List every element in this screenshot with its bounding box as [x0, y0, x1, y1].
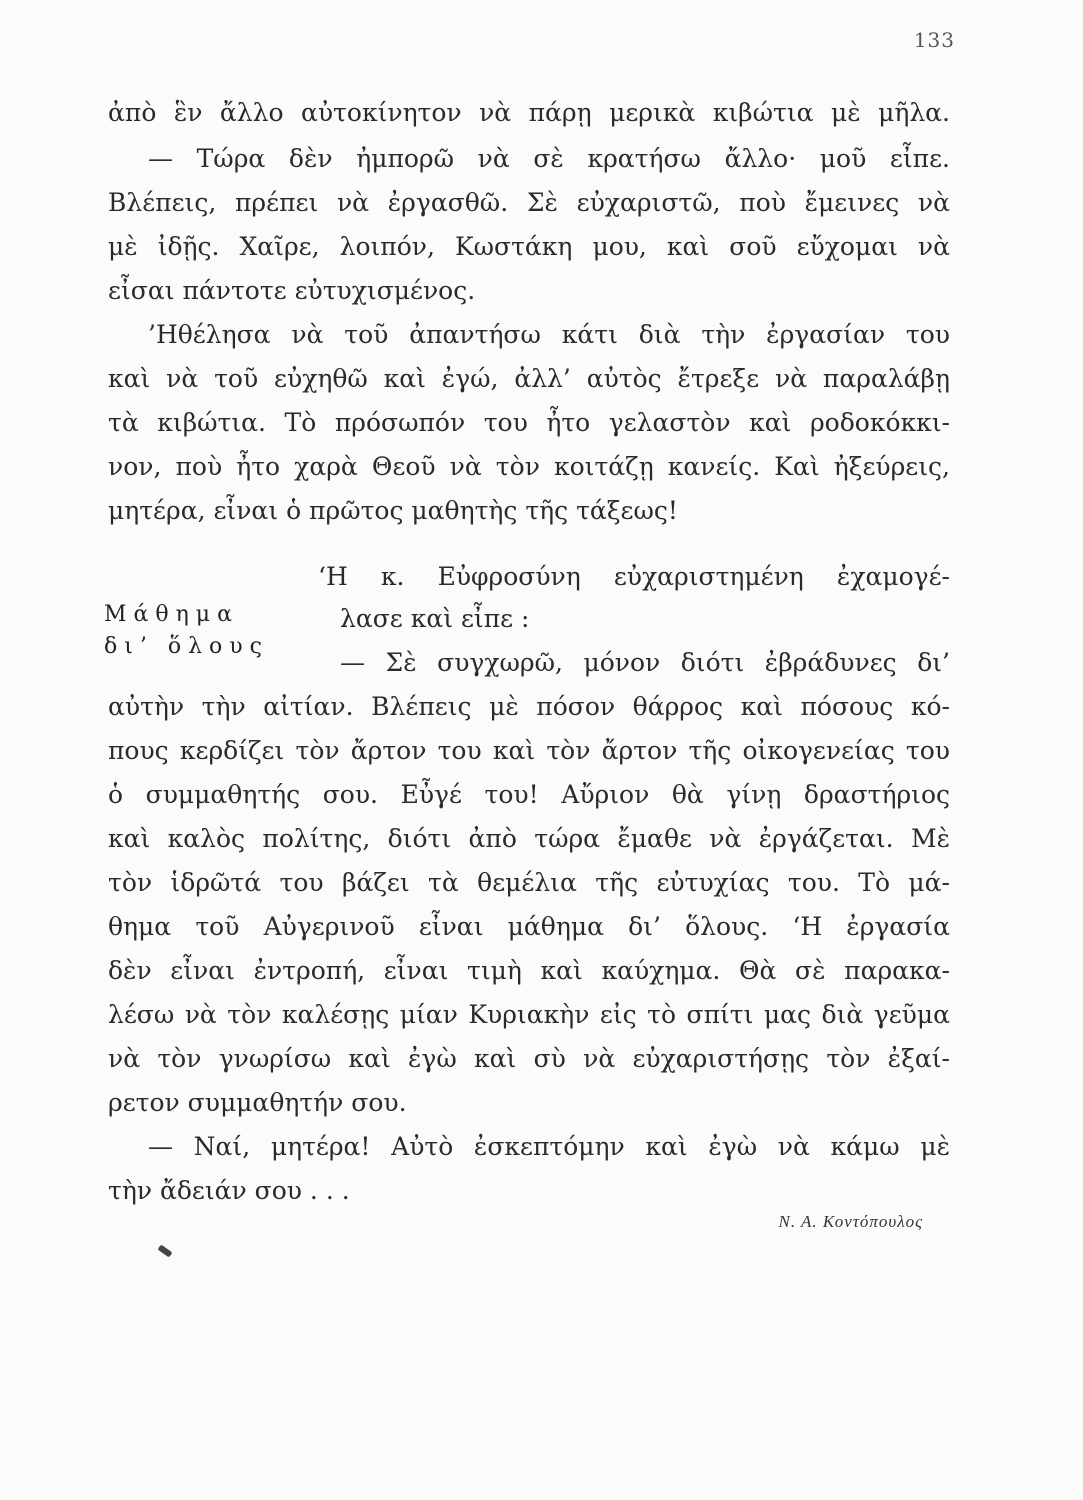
- text-line: ‘Η κ. Εὐφροσύνη εὐχαριστημένη ἐχαμογέ-: [318, 562, 950, 591]
- margin-title-line-1: Μάθημα: [104, 602, 239, 627]
- text-line: ὁ συμμαθητής σου. Εὖγέ του! Αὔριον θὰ γίνῃ δραστήριος: [108, 780, 950, 809]
- text-line: τὸν ἱδρῶτά του βάζει τὰ θεμέλια τῆς εὐτυχίας του. Τὸ μά-: [108, 868, 950, 897]
- text-line: μὲ ἰδῇς. Χαῖρε, λοιπόν, Κωστάκη μου, καὶ σοῦ εὔχομαι νὰ: [108, 232, 950, 261]
- text-line: δὲν εἶναι ἐντροπή, εἶναι τιμὴ καὶ καύχημα. Θὰ σὲ παρακα-: [108, 956, 950, 985]
- text-line: ’Ηθέλησα νὰ τοῦ ἀπαντήσω κάτι διὰ τὴν ἐργασίαν του: [148, 320, 950, 349]
- ink-smudge: [158, 1245, 173, 1258]
- text-line: — Τώρα δὲν ἠμπορῶ νὰ σὲ κρατήσω ἄλλο· μοῦ εἶπε.: [148, 144, 950, 173]
- text-line: θημα τοῦ Αὐγερινοῦ εἶναι μάθημα δι’ ὅλους. ‘Η ἐργασία: [108, 912, 950, 941]
- author-signature: Ν. Α. Κοντόπουλος: [778, 1212, 923, 1231]
- margin-title-line-2: δι’ ὅλους: [104, 634, 269, 659]
- text-line: λέσω νὰ τὸν καλέσῃς μίαν Κυριακὴν εἰς τὸ σπίτι μας διὰ γεῦμα: [108, 1000, 950, 1029]
- text-line: πους κερδίζει τὸν ἄρτον του καὶ τὸν ἄρτον τῆς οἰκογενείας του: [108, 736, 950, 765]
- text-line: νὰ τὸν γνωρίσω καὶ ἐγὼ καὶ σὺ νὰ εὐχαριστήσῃς τὸν ἐξαί-: [108, 1044, 950, 1073]
- text-line: τὰ κιβώτια. Τὸ πρόσωπόν του ἦτο γελαστὸν καὶ ροδοκόκκι-: [108, 408, 950, 437]
- text-line: Βλέπεις, πρέπει νὰ ἐργασθῶ. Σὲ εὐχαριστῶ, ποὺ ἔμεινες νὰ: [108, 188, 950, 217]
- text-line: νον, ποὺ ἦτο χαρὰ Θεοῦ νὰ τὸν κοιτάζῃ κανείς. Καὶ ἠξεύρεις,: [108, 452, 950, 481]
- page-number: 133: [913, 28, 955, 52]
- text-line: καὶ νὰ τοῦ εὐχηθῶ καὶ ἐγώ, ἀλλ’ αὐτὸς ἔτρεξε νὰ παραλάβῃ: [108, 364, 950, 393]
- text-line: μητέρα, εἶναι ὁ πρῶτος μαθητὴς τῆς τάξεως!: [108, 496, 678, 525]
- text-line: — Ναί, μητέρα! Αὐτὸ ἐσκεπτόμην καὶ ἐγὼ νὰ κάμω μὲ: [148, 1132, 950, 1161]
- text-line: λασε καὶ εἶπε :: [340, 604, 530, 633]
- text-line: αὐτὴν τὴν αἰτίαν. Βλέπεις μὲ πόσον θάρρος καὶ πόσους κό-: [108, 692, 950, 721]
- text-line: τὴν ἄδειάν σου . . .: [108, 1176, 350, 1205]
- text-line: ἀπὸ ἓν ἄλλο αὐτοκίνητον νὰ πάρῃ μερικὰ κιβώτια μὲ μῆλα.: [108, 98, 950, 127]
- text-line: καὶ καλὸς πολίτης, διότι ἀπὸ τώρα ἔμαθε νὰ ἐργάζεται. Μὲ: [108, 824, 950, 853]
- text-line: — Σὲ συγχωρῶ, μόνον διότι ἐβράδυνες δι’: [340, 648, 950, 677]
- text-line: εἶσαι πάντοτε εὐτυχισμένος.: [108, 276, 476, 305]
- text-line: ρετον συμμαθητήν σου.: [108, 1088, 407, 1117]
